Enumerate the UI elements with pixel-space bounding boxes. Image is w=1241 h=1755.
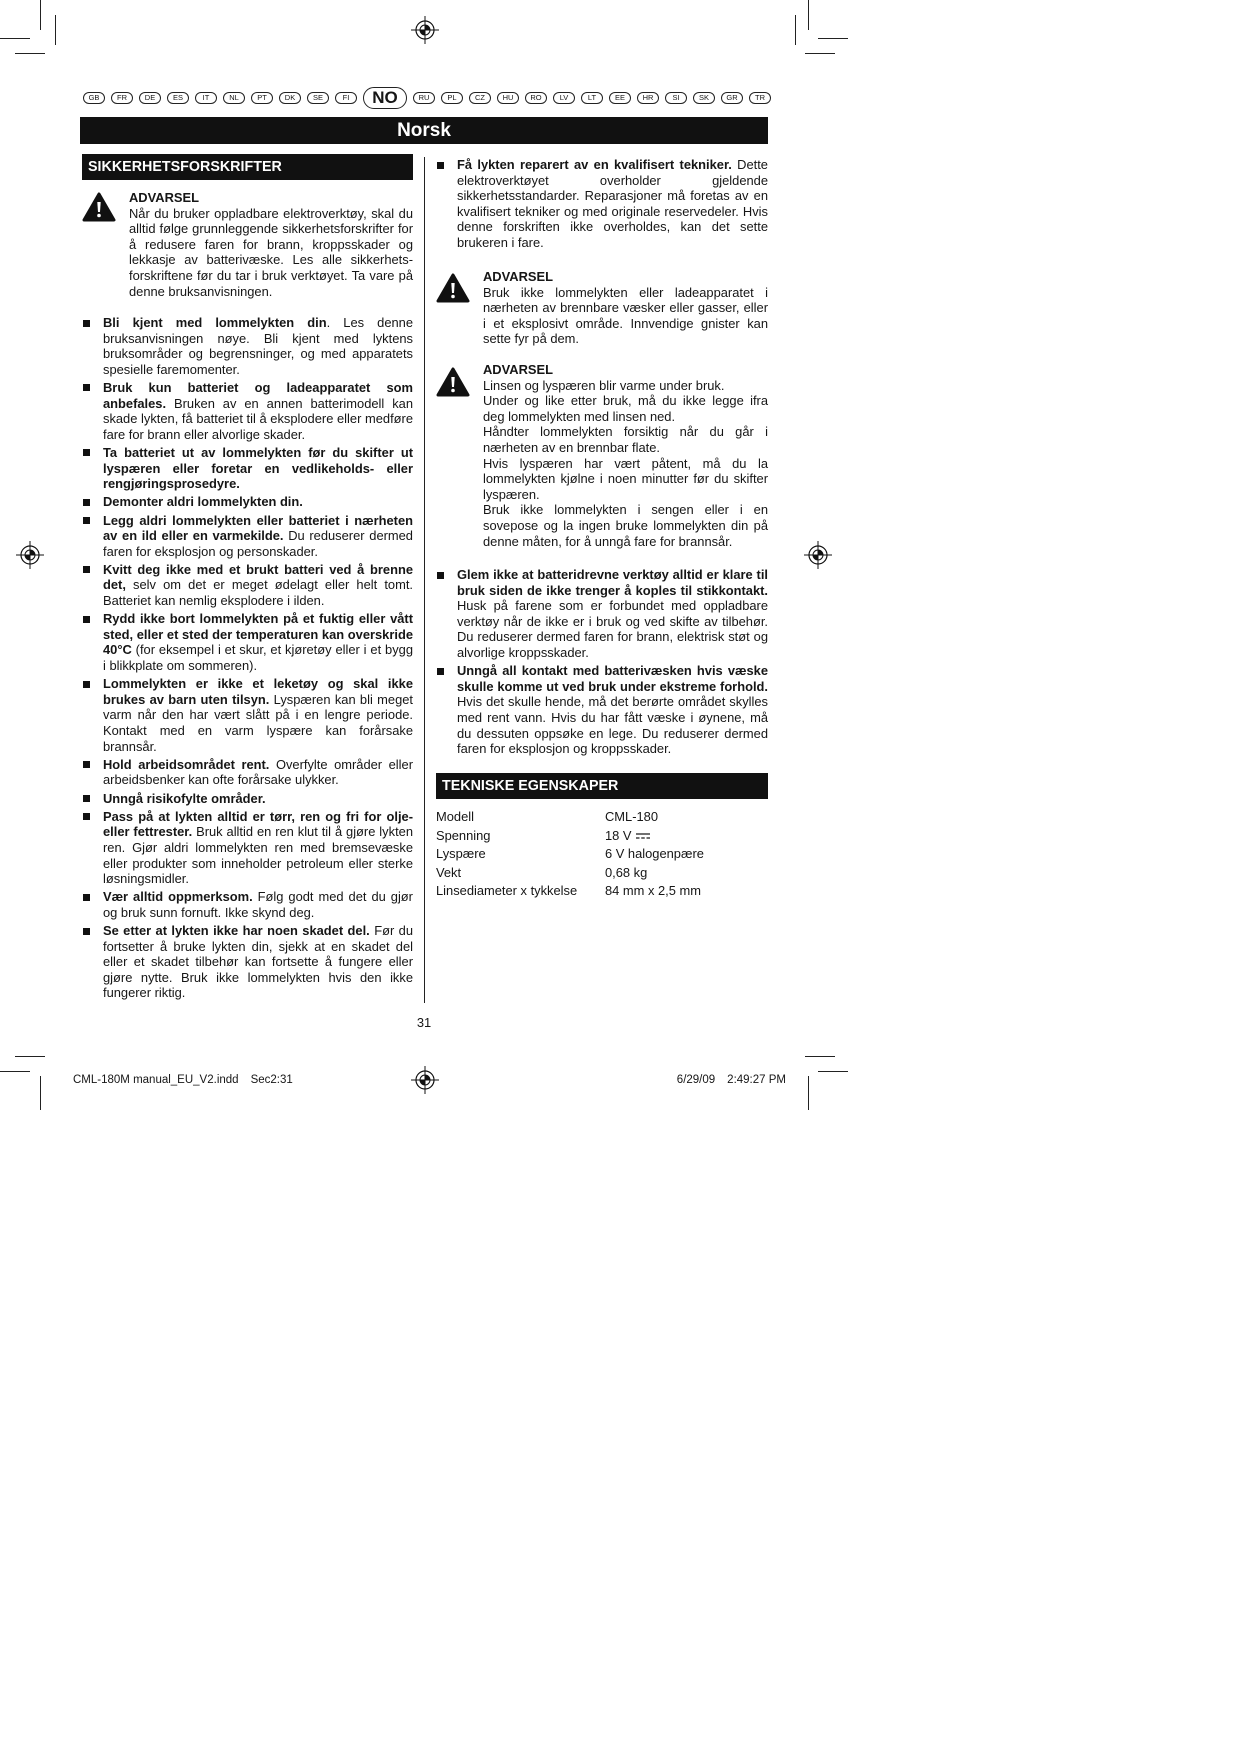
list-item [83, 889, 413, 920]
bullet-square-icon [83, 795, 90, 802]
spec-value-text: 6 V halogenpære [605, 846, 704, 861]
warning-text: Bruk ikke lommelykten eller ladeapparatet i nærheten av brennbare væsker eller gasser, eller i et eksplosivt område. Innvendige gnister kan sette fyr på dem. [483, 284, 768, 347]
language-code: EE [609, 92, 631, 104]
item-text: Lyspæren kan bli meget varm når den har vært slått på i en lengre periode. Kontakt med en varm lyspære kan forårsake brannsår. [103, 691, 413, 754]
item-emphasis: Legg aldri lommelykten eller batteriet i nærheten av en ild eller en varmekilde. [103, 512, 413, 544]
crop-mark [805, 53, 835, 54]
warning-triangle-icon [436, 273, 470, 303]
language-code: LT [581, 92, 603, 104]
spec-value [605, 882, 701, 901]
registration-mark-icon [410, 1065, 440, 1095]
bullet-square-icon [83, 566, 90, 573]
item-emphasis: Ta batteriet ut av lommelykten før du skifter ut lyspæren eller foretar en vedlikeholds- eller rengjøringsprosedyre. [103, 444, 413, 492]
item-text: Dette elektroverktøyet overholder gjeldende sikkerhetsstandarder. Reparasjoner må foretas av en kvalifisert tekniker og med originale reservedeler. Hvis denne forskriften ikke overholdes, kan det sette brukeren i fare. [457, 157, 768, 250]
spec-value [605, 808, 658, 827]
section-heading-safety: SIKKERHETSFORSKRIFTER [82, 154, 413, 180]
list-item [83, 562, 413, 609]
registration-mark-icon [15, 540, 45, 570]
bullet-square-icon [83, 681, 90, 688]
language-code: ES [167, 92, 189, 104]
language-code: CZ [469, 92, 491, 104]
language-code: GR [721, 92, 743, 104]
language-code: DE [139, 92, 161, 104]
page-title: Norsk [80, 117, 768, 144]
bullet-square-icon [83, 616, 90, 623]
section-heading-specs: TEKNISKE EGENSKAPER [436, 773, 768, 799]
warning-block [129, 190, 413, 299]
item-emphasis: Hold arbeidsområdet rent. [103, 756, 270, 772]
list-item [83, 611, 413, 673]
spec-value-text: 84 mm x 2,5 mm [605, 883, 701, 898]
bullet-square-icon [83, 894, 90, 901]
language-selector-row [83, 87, 771, 109]
warning-paragraph: Under og like etter bruk, må du ikke legge ifra deg lommelykten med linsen ned. [483, 393, 768, 424]
language-code: PL [441, 92, 463, 104]
item-emphasis: Vær alltid oppmerksom. [103, 889, 253, 905]
crop-mark [15, 53, 45, 54]
list-item [83, 923, 413, 1001]
crop-mark [818, 1071, 848, 1072]
spec-value-text: 18 V [605, 827, 632, 843]
specs-table [436, 808, 768, 901]
crop-mark [40, 0, 41, 30]
item-text: (for eksempel i et skur, et kjøretøy eller i et bygg i blikkplate om sommeren). [103, 642, 413, 674]
crop-mark [15, 1056, 45, 1057]
bullet-square-icon [83, 320, 90, 327]
crop-mark [818, 38, 848, 39]
footer-section: Sec2:31 [250, 1074, 293, 1086]
column-divider [424, 157, 425, 1003]
warning-paragraph: Håndter lommelykten forsiktig når du går i nærheten av en brennbar flate. [483, 424, 768, 455]
language-code: LV [553, 92, 575, 104]
language-code-active: NO [363, 87, 407, 109]
list-item [83, 676, 413, 754]
item-text: Hvis det skulle hende, må det berørte området skylles med rent vann. Hvis du har fått væske i øynene, må du dessuten oppsøke en lege. Du reduserer dermed faren for eksplosjon og kroppsskader. [457, 694, 768, 757]
warning-title: ADVARSEL [483, 269, 553, 284]
safety-bullet-list [83, 315, 413, 1004]
language-code: HR [637, 92, 659, 104]
registration-mark-icon [410, 15, 440, 45]
warning-paragraph: Hvis lyspæren har vært påtent, må du la lommelykten kjølne i noen minutter før du skifter lyspæren. [483, 455, 768, 502]
language-code: IT [195, 92, 217, 104]
item-emphasis: Få lykten reparert av en kvalifisert tekniker. [457, 157, 732, 172]
table-row [436, 827, 768, 846]
bullet-square-icon [83, 384, 90, 391]
bullet-square-icon [83, 928, 90, 935]
item-text: Følg godt med det du gjør og bruk sunn fornuft. Ikke skynd deg. [103, 889, 413, 920]
table-row [436, 864, 768, 883]
item-emphasis: Unngå all kontakt med batterivæsken hvis væske skulle komme ut ved bruk under ekstreme forhold. [457, 663, 768, 694]
bullet-square-icon [83, 761, 90, 768]
item-text: . Les denne bruksanvisningen nøye. Bli kjent med lyktens bruksområder og begrensninger, og med apparatets spesielle faremomenter. [103, 315, 413, 377]
list-item [83, 315, 413, 377]
bullet-square-icon [437, 162, 444, 169]
item-text: Bruken av en annen batterimodell kan skade lykten, få batteriet til å eksplodere eller medføre fare for brann eller alvorlige skader. [103, 395, 413, 442]
list-item [83, 494, 413, 510]
bullet-square-icon [437, 572, 444, 579]
item-text: Bruk alltid en ren klut til å gjøre lykten ren. Gjør aldri lommelykten ren med bremsevæske eller produkter som inneholder petroleum eller sterke løsningsmidler. [103, 824, 413, 887]
spec-value [605, 827, 650, 846]
crop-mark [808, 0, 809, 30]
registration-mark-icon [803, 540, 833, 570]
crop-mark [808, 1076, 809, 1110]
item-emphasis: Kvitt deg ikke med et brukt batteri ved å brenne det, [103, 561, 413, 593]
warning-block-heat [483, 362, 768, 549]
warning-title: ADVARSEL [129, 190, 199, 205]
crop-mark [0, 1071, 30, 1072]
spec-label: Vekt [436, 864, 462, 880]
warning-text: Når du bruker oppladbare elektroverktøy, skal du alltid følge grunnleggende sikkerhetsforskrifter for å redusere faren for brann, kroppsskader og lekkasje av batterivæske. Les alle sikkerhets-forskriftene før du tar i bruk verktøyet. Ta vare på denne bruksanvisningen. [129, 205, 413, 299]
item-emphasis: Demonter aldri lommelykten din. [103, 494, 303, 510]
footer-file-info [73, 1073, 293, 1087]
warning-paragraph: Linsen og lyspæren blir varme under bruk. [483, 377, 725, 393]
spec-value-text: CML-180 [605, 809, 659, 824]
item-emphasis: Bruk kun batteriet og ladeapparatet som anbefales. [103, 379, 413, 411]
list-item [83, 809, 413, 887]
language-code: RU [413, 92, 435, 104]
list-item [83, 513, 413, 560]
spec-value-text: 0,68 kg [605, 864, 648, 880]
crop-mark [40, 1076, 41, 1110]
item-text: selv om det er meget ødelagt eller helt tomt. Batteriet kan nemlig eksplodere i ilden. [103, 577, 413, 609]
language-code: FR [111, 92, 133, 104]
bullet-square-icon [83, 517, 90, 524]
language-code: SI [665, 92, 687, 104]
warning-title: ADVARSEL [483, 362, 553, 377]
item-emphasis: Se etter at lykten ikke har noen skadet del. [103, 923, 370, 939]
bullet-square-icon [83, 813, 90, 820]
list-item [83, 445, 413, 492]
crop-mark [805, 1056, 835, 1057]
item-text: Overfylte områder eller arbeidsbenker kan ofte forårsake ulykker. [103, 756, 414, 788]
item-emphasis: Rydd ikke bort lommelykten på et fuktig eller vått sted, eller et sted der temperaturen kan overskride 40°C [103, 611, 413, 658]
item-emphasis: Lommelykten er ikke et leketøy og skal ikke brukes av barn uten tilsyn. [103, 676, 413, 707]
item-emphasis: Glem ikke at batteridrevne verktøy alltid er klare til bruk siden de ikke trenger å koples til stikkontakt. [457, 567, 768, 598]
footer-time: 2:49:27 PM [727, 1074, 786, 1086]
language-code: TR [749, 92, 771, 104]
table-row [436, 882, 768, 901]
language-code: PT [251, 92, 273, 104]
language-code: HU [497, 92, 519, 104]
safety-bullet-list-continued [437, 567, 768, 759]
list-item [83, 757, 413, 788]
item-text: Husk på farene som er forbundet med oppladbare verktøy når de ikke er i bruk og ved skifte av tilbehør. Du reduserer dermed faren for brann, elektrisk støt og alvorlige kroppsskader. [457, 598, 768, 660]
language-code: SK [693, 92, 715, 104]
table-row [436, 808, 768, 827]
page-number: 31 [416, 1015, 432, 1030]
repair-bullet [437, 157, 768, 253]
crop-mark [795, 15, 796, 45]
dc-current-icon [636, 832, 650, 840]
list-item [437, 157, 768, 251]
list-item [83, 380, 413, 442]
language-code: SE [307, 92, 329, 104]
language-code: FI [335, 92, 357, 104]
spec-label: Modell [436, 809, 474, 824]
language-code: RO [525, 92, 547, 104]
language-code: GB [83, 92, 105, 104]
bullet-square-icon [437, 668, 444, 675]
list-item [437, 663, 768, 757]
warning-triangle-icon [82, 192, 116, 222]
list-item [437, 567, 768, 661]
crop-mark [0, 38, 30, 39]
language-code: NL [223, 92, 245, 104]
footer-file-name: CML-180M manual_EU_V2.indd [73, 1074, 239, 1086]
language-code: DK [279, 92, 301, 104]
warning-triangle-icon [436, 367, 470, 397]
bullet-square-icon [83, 449, 90, 456]
spec-label: Spenning [436, 827, 491, 843]
warning-paragraph: Bruk ikke lommelykten i sengen eller i en sovepose og la ingen bruke lommelykten din på denne måten, for å unngå fare for brannsår. [483, 502, 768, 549]
item-text: Du reduserer dermed faren for eksplosjon og personskader. [103, 528, 413, 559]
spec-label: Linsediameter x tykkelse [436, 883, 578, 898]
warning-block-flammable [483, 269, 768, 347]
item-emphasis: Bli kjent med lommelykten din [103, 315, 327, 330]
bullet-square-icon [83, 499, 90, 506]
item-emphasis: Unngå risikofylte områder. [103, 790, 266, 806]
list-item [83, 791, 413, 807]
spec-value [605, 845, 704, 864]
crop-mark [55, 15, 56, 45]
spec-label: Lyspære [436, 846, 486, 861]
spec-value [605, 864, 647, 883]
item-text: Før du fortsetter å bruke lykten din, sjekk at en skadet del eller et skadet tilbehør kan fortsette å fungere eller gjøre nytte. Bruk ikke lommelykten hvis den ikke fungerer riktig. [103, 923, 413, 1001]
footer-timestamp [586, 1073, 786, 1087]
table-row [436, 845, 768, 864]
footer-date: 6/29/09 [676, 1074, 716, 1086]
item-emphasis: Pass på at lykten alltid er tørr, ren og fri for olje- eller fettrester. [103, 808, 413, 840]
